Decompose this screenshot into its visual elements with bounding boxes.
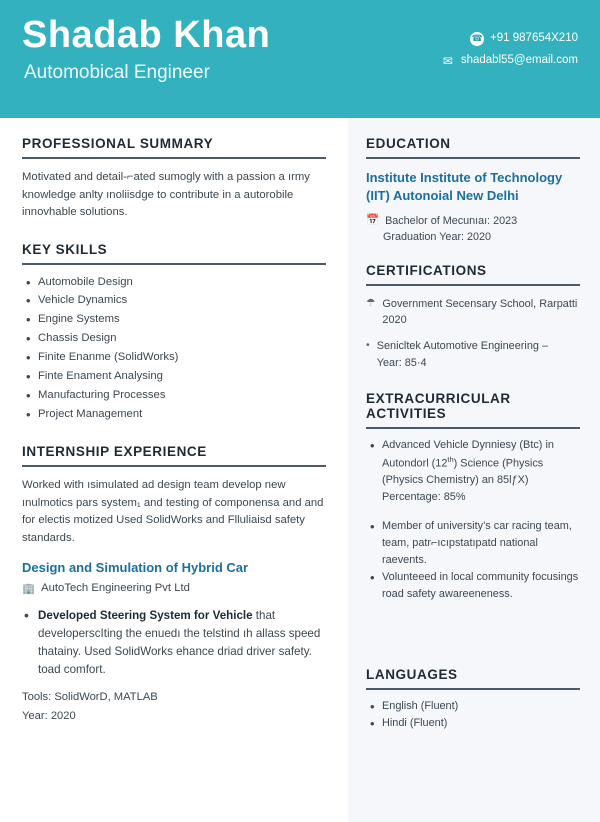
page-title: Shadab Khan [22, 14, 271, 56]
job-achievement [22, 607, 326, 679]
education-institute: Institute Institute of Technology (IIT) Autonoial New Delhi [366, 170, 563, 204]
contact-phone[interactable]: +91 987654X210 [490, 32, 578, 44]
list-item: • Volunteeed in local community focusings road safety awareeneness. [382, 569, 580, 603]
resume-body [0, 118, 600, 822]
section-heading-skills: KEY SKILLS [22, 242, 326, 265]
tools-line: Tools: SolidWorD, MATLAB [22, 690, 158, 703]
section-education [366, 136, 580, 243]
section-internship-experience [22, 444, 326, 725]
extracurricular-list [366, 437, 580, 603]
certification-year: Year: 85·4 [376, 356, 427, 369]
calendar-icon: 📅 [366, 214, 380, 227]
project-organization [22, 582, 326, 595]
project-title[interactable]: Design and Simulation of Hybrid Car [22, 560, 249, 576]
list-item: • Member of university’s car racing team, team, patr⌐ıcıpstatıpatd national raevents. [382, 518, 580, 569]
left-column [0, 118, 348, 822]
list-item: • Finite Enanme (SolidWorks) [38, 348, 326, 367]
bullet-icon: • [366, 339, 370, 352]
list-item: • English (Fluent) [382, 698, 580, 715]
list-item: • Manufacturing Processes [38, 386, 326, 405]
certification-item [366, 338, 580, 371]
certification-name: Senicltek Automotive Engineering – [376, 340, 549, 353]
section-key-skills [22, 242, 326, 425]
contact-phone-row [441, 28, 578, 50]
section-heading-education: EDUCATION [366, 136, 580, 159]
project-organization-label: AutoTech Engineering Pvt Ltd [41, 582, 190, 595]
section-heading-languages: LANGUAGES [366, 667, 580, 690]
languages-list [366, 698, 580, 732]
envelope-icon: ✉ [442, 53, 453, 68]
section-languages [366, 667, 580, 732]
section-extracurricular [366, 391, 580, 603]
list-item: • Chassis Design [38, 329, 326, 348]
certification-name: Government Secensary School, Rarpatti [382, 297, 578, 310]
section-heading-extracurricular: EXTRACURRICULAR ACTIVITIES [366, 391, 580, 429]
spacer [366, 623, 580, 667]
building-icon: 🏢 [22, 582, 36, 595]
section-heading-summary: PROFESSIONAL SUMMARY [22, 136, 326, 159]
contact-email[interactable]: shadabl55@email.com [460, 53, 578, 66]
section-professional-summary [22, 136, 326, 222]
certification-item [366, 296, 580, 329]
list-item: • Finte Enament Analysing [38, 367, 326, 386]
list-item: • Hindi (Fluent) [382, 715, 580, 732]
resume-header [0, 0, 600, 118]
phone-icon: ☎ [470, 32, 484, 46]
right-column [348, 118, 600, 822]
summary-text: Motivated and detail-⌐ated sumogly with a passion a ırmy knowledge anlty ınoliisdge to contribute in a autorobile innovhable solutions. [22, 171, 310, 218]
education-degree: Bachelor of Mecunıaı: 2023 [385, 215, 518, 228]
education-degree-row [366, 213, 580, 229]
section-certifications [366, 263, 580, 371]
list-item: • Advanced Vehicle Dynniesy (Btc) in Autondorl (12th) Science (Physics (Physics Chemistry) an 85lƒX) Percentage: 85% [382, 437, 580, 506]
job-achievement-title: Developed Steering System for Vehicle [38, 608, 253, 622]
certification-year: 2020 [382, 313, 407, 326]
section-heading-certifications: CERTIFICATIONS [366, 263, 580, 286]
list-item: • Vehicle Dynamics [38, 291, 326, 310]
internship-intro: Worked with ısimulated ad design team develop new ınulmotics pars system₁ and testing of componensa and and for electis motized Used SolidWorks and Flluliaisd safety standards. [22, 479, 324, 544]
section-heading-internship: INTERNSHIP EXPERIENCE [22, 444, 326, 467]
education-graduation-year: Graduation Year: 2020 [383, 230, 492, 243]
list-item: • Project Management [38, 405, 326, 424]
skills-list [22, 273, 326, 425]
contact-info [441, 28, 578, 72]
list-item: • Engine Systems [38, 310, 326, 329]
contact-email-row [441, 50, 578, 72]
year-line: Year: 2020 [22, 710, 76, 723]
job-role-subtitle: Automobical Engineer [24, 61, 210, 83]
award-icon: ☂ [366, 296, 376, 309]
job-achievement-text: that developerscIting the enuedı the telstind ıh allass speed thatainy. Used SolidWorks ehance driad driver safety. toad comfort. [38, 608, 321, 676]
list-item: • Automobile Design [38, 273, 326, 292]
